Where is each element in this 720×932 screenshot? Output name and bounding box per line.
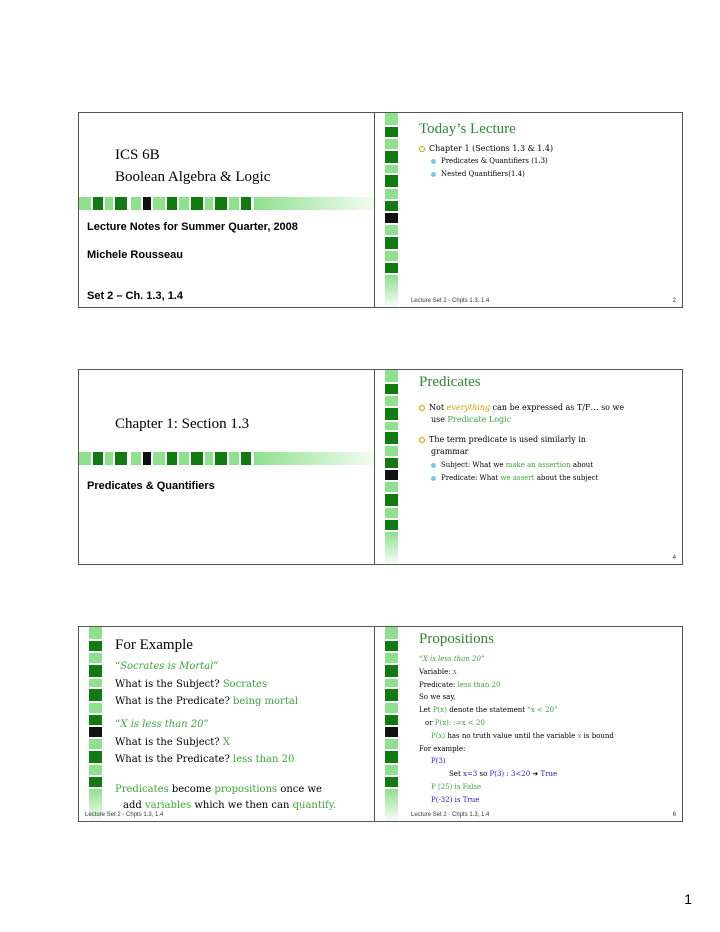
text-run: What is the Predicate? bbox=[115, 696, 234, 707]
highlight-text: P(x): :=x < 20 bbox=[434, 718, 485, 727]
dot-icon bbox=[431, 172, 436, 177]
bullet-line bbox=[419, 402, 679, 426]
dot-icon bbox=[431, 463, 436, 468]
slide-title: Chapter 1: Section 1.3 bbox=[115, 416, 250, 432]
highlight-text: x=3 bbox=[462, 770, 478, 779]
text-run: or bbox=[425, 718, 435, 727]
highlight-text: Predicate Logic bbox=[447, 415, 512, 424]
example-line: P(-32) is True bbox=[431, 795, 480, 804]
text-run: Subject: What we bbox=[441, 461, 506, 469]
bullet-text: Chapter 1 (Sections 1.3 & 1.4) bbox=[429, 144, 554, 153]
decorative-stripe bbox=[385, 113, 398, 307]
slide-number: 6 bbox=[672, 812, 676, 818]
question-line bbox=[115, 737, 230, 748]
decorative-stripe bbox=[89, 627, 102, 821]
lecture-notes-line: Lecture Notes for Summer Quarter, 2008 bbox=[87, 221, 298, 233]
sub-bullet-text: Predicates & Quantifiers (1.3) bbox=[441, 157, 548, 165]
sub-bullet bbox=[431, 474, 598, 482]
bullet-line bbox=[419, 144, 553, 153]
slide-6 bbox=[374, 626, 683, 822]
text-run: become bbox=[168, 784, 215, 795]
text-run: What is the Subject? bbox=[115, 737, 223, 748]
question-line bbox=[115, 679, 267, 690]
text-line: For example: bbox=[419, 744, 466, 753]
bullet-line bbox=[419, 434, 586, 458]
let-line bbox=[419, 704, 681, 717]
text-run: Let bbox=[419, 706, 433, 715]
emphasis-text: everything bbox=[446, 403, 491, 412]
slide-2 bbox=[374, 112, 683, 308]
decorative-stripe bbox=[385, 370, 398, 564]
bullet-icon bbox=[419, 437, 425, 443]
highlight-text: x bbox=[452, 667, 457, 676]
arrow-right-icon: ➔ bbox=[532, 770, 539, 779]
sub-bullet-text: Nested Quantifiers(1.4) bbox=[441, 170, 525, 178]
or-line bbox=[419, 717, 681, 730]
highlight-text: we assert bbox=[500, 474, 535, 482]
highlight-text: propositions bbox=[214, 784, 278, 795]
text-run: which we then can bbox=[191, 800, 293, 811]
text-run: What is the Subject? bbox=[115, 679, 223, 690]
decorative-stripe bbox=[79, 452, 386, 465]
page-number: 1 bbox=[684, 891, 692, 907]
text-run: The term predicate is used similarly in bbox=[429, 435, 586, 444]
slide-4 bbox=[374, 369, 683, 565]
text-run: Set bbox=[449, 770, 463, 779]
dot-icon bbox=[431, 476, 436, 481]
sub-bullet bbox=[431, 170, 525, 178]
slide-title-line2: Boolean Algebra & Logic bbox=[115, 169, 271, 185]
text-run: about the subject bbox=[534, 474, 599, 482]
highlight-text: P(x) bbox=[432, 706, 447, 715]
decorative-stripe bbox=[79, 197, 386, 210]
quote-text: “X is less than 20” bbox=[419, 655, 485, 663]
text-run: so bbox=[477, 770, 490, 779]
highlight-text: make an assertion bbox=[505, 461, 571, 469]
slide-footer: Lecture Set 2 - Chpts 1.3, 1.4 bbox=[85, 812, 164, 818]
predicate-line bbox=[419, 679, 681, 692]
quote-text: “Socrates is Mortal” bbox=[115, 661, 219, 672]
slide-title: Today’s Lecture bbox=[419, 121, 516, 137]
set-line bbox=[419, 768, 681, 781]
highlight-text: True bbox=[538, 770, 558, 779]
slide-title-line1: ICS 6B bbox=[115, 147, 160, 163]
example-line: P(3) bbox=[431, 757, 446, 766]
variable-line bbox=[419, 666, 681, 679]
author-line: Michele Rousseau bbox=[87, 249, 183, 261]
highlight-text: X bbox=[222, 737, 230, 748]
slide-title: Propositions bbox=[419, 631, 495, 647]
summary-line bbox=[115, 784, 322, 795]
text-run: Variable: bbox=[419, 667, 453, 676]
question-line bbox=[115, 754, 294, 765]
text-run: grammar bbox=[431, 447, 469, 456]
question-line bbox=[115, 696, 298, 707]
highlight-text: being mortal bbox=[233, 696, 299, 707]
text-run: once we bbox=[277, 784, 322, 795]
slide-5 bbox=[78, 626, 387, 822]
slide-subtitle: Predicates & Quantifiers bbox=[87, 480, 215, 492]
highlight-text: P(3) : 3<20 bbox=[489, 770, 533, 779]
slide-footer: Lecture Set 2 - Chpts 1.3, 1.4 bbox=[411, 298, 490, 304]
slide-number: 2 bbox=[672, 298, 676, 304]
truth-value-line bbox=[419, 730, 681, 743]
highlight-text: “x < 20” bbox=[527, 706, 558, 715]
highlight-text: Socrates bbox=[222, 679, 268, 690]
text-run: can be expressed as T/F… so we bbox=[490, 403, 625, 412]
sub-bullet bbox=[431, 461, 593, 469]
highlight-text: variables bbox=[144, 800, 192, 811]
quote-text: “X is less than 20” bbox=[115, 719, 209, 730]
highlight-text: less than 20 bbox=[233, 754, 295, 765]
bullet-icon bbox=[419, 146, 425, 152]
set-line: Set 2 – Ch. 1.3, 1.4 bbox=[87, 290, 183, 302]
highlight-text: Predicates bbox=[115, 784, 169, 795]
text-line: So we say, bbox=[419, 693, 456, 702]
slide-3 bbox=[78, 369, 387, 565]
slide-number: 4 bbox=[672, 555, 676, 561]
highlight-text: P(x) bbox=[431, 731, 446, 740]
text-run: Predicate: bbox=[419, 680, 458, 689]
example-line: P (25) is False bbox=[431, 782, 482, 791]
decorative-stripe bbox=[385, 627, 398, 821]
text-run: What is the Predicate? bbox=[115, 754, 234, 765]
sub-bullet bbox=[431, 157, 548, 165]
slide-footer: Lecture Set 2 - Chpts 1.3, 1.4 bbox=[411, 812, 490, 818]
text-run: is bound bbox=[581, 731, 614, 740]
text-run: about bbox=[570, 461, 594, 469]
summary-line bbox=[123, 800, 336, 811]
highlight-text: less than 20 bbox=[457, 680, 501, 689]
highlight-text: quantify. bbox=[292, 800, 337, 811]
slide-title: Predicates bbox=[419, 374, 481, 390]
text-run: use bbox=[431, 415, 448, 424]
bullet-icon bbox=[419, 405, 425, 411]
slide-body bbox=[419, 653, 681, 807]
highlight-text: x bbox=[577, 731, 582, 740]
text-run: denote the statement bbox=[446, 706, 528, 715]
slide-title: For Example bbox=[115, 637, 193, 653]
text-run: Not bbox=[429, 403, 447, 412]
dot-icon bbox=[431, 159, 436, 164]
text-run: add bbox=[123, 800, 145, 811]
slide-1 bbox=[78, 112, 387, 308]
text-run: Predicate: What bbox=[441, 474, 501, 482]
text-run: has no truth value until the variable bbox=[445, 731, 578, 740]
